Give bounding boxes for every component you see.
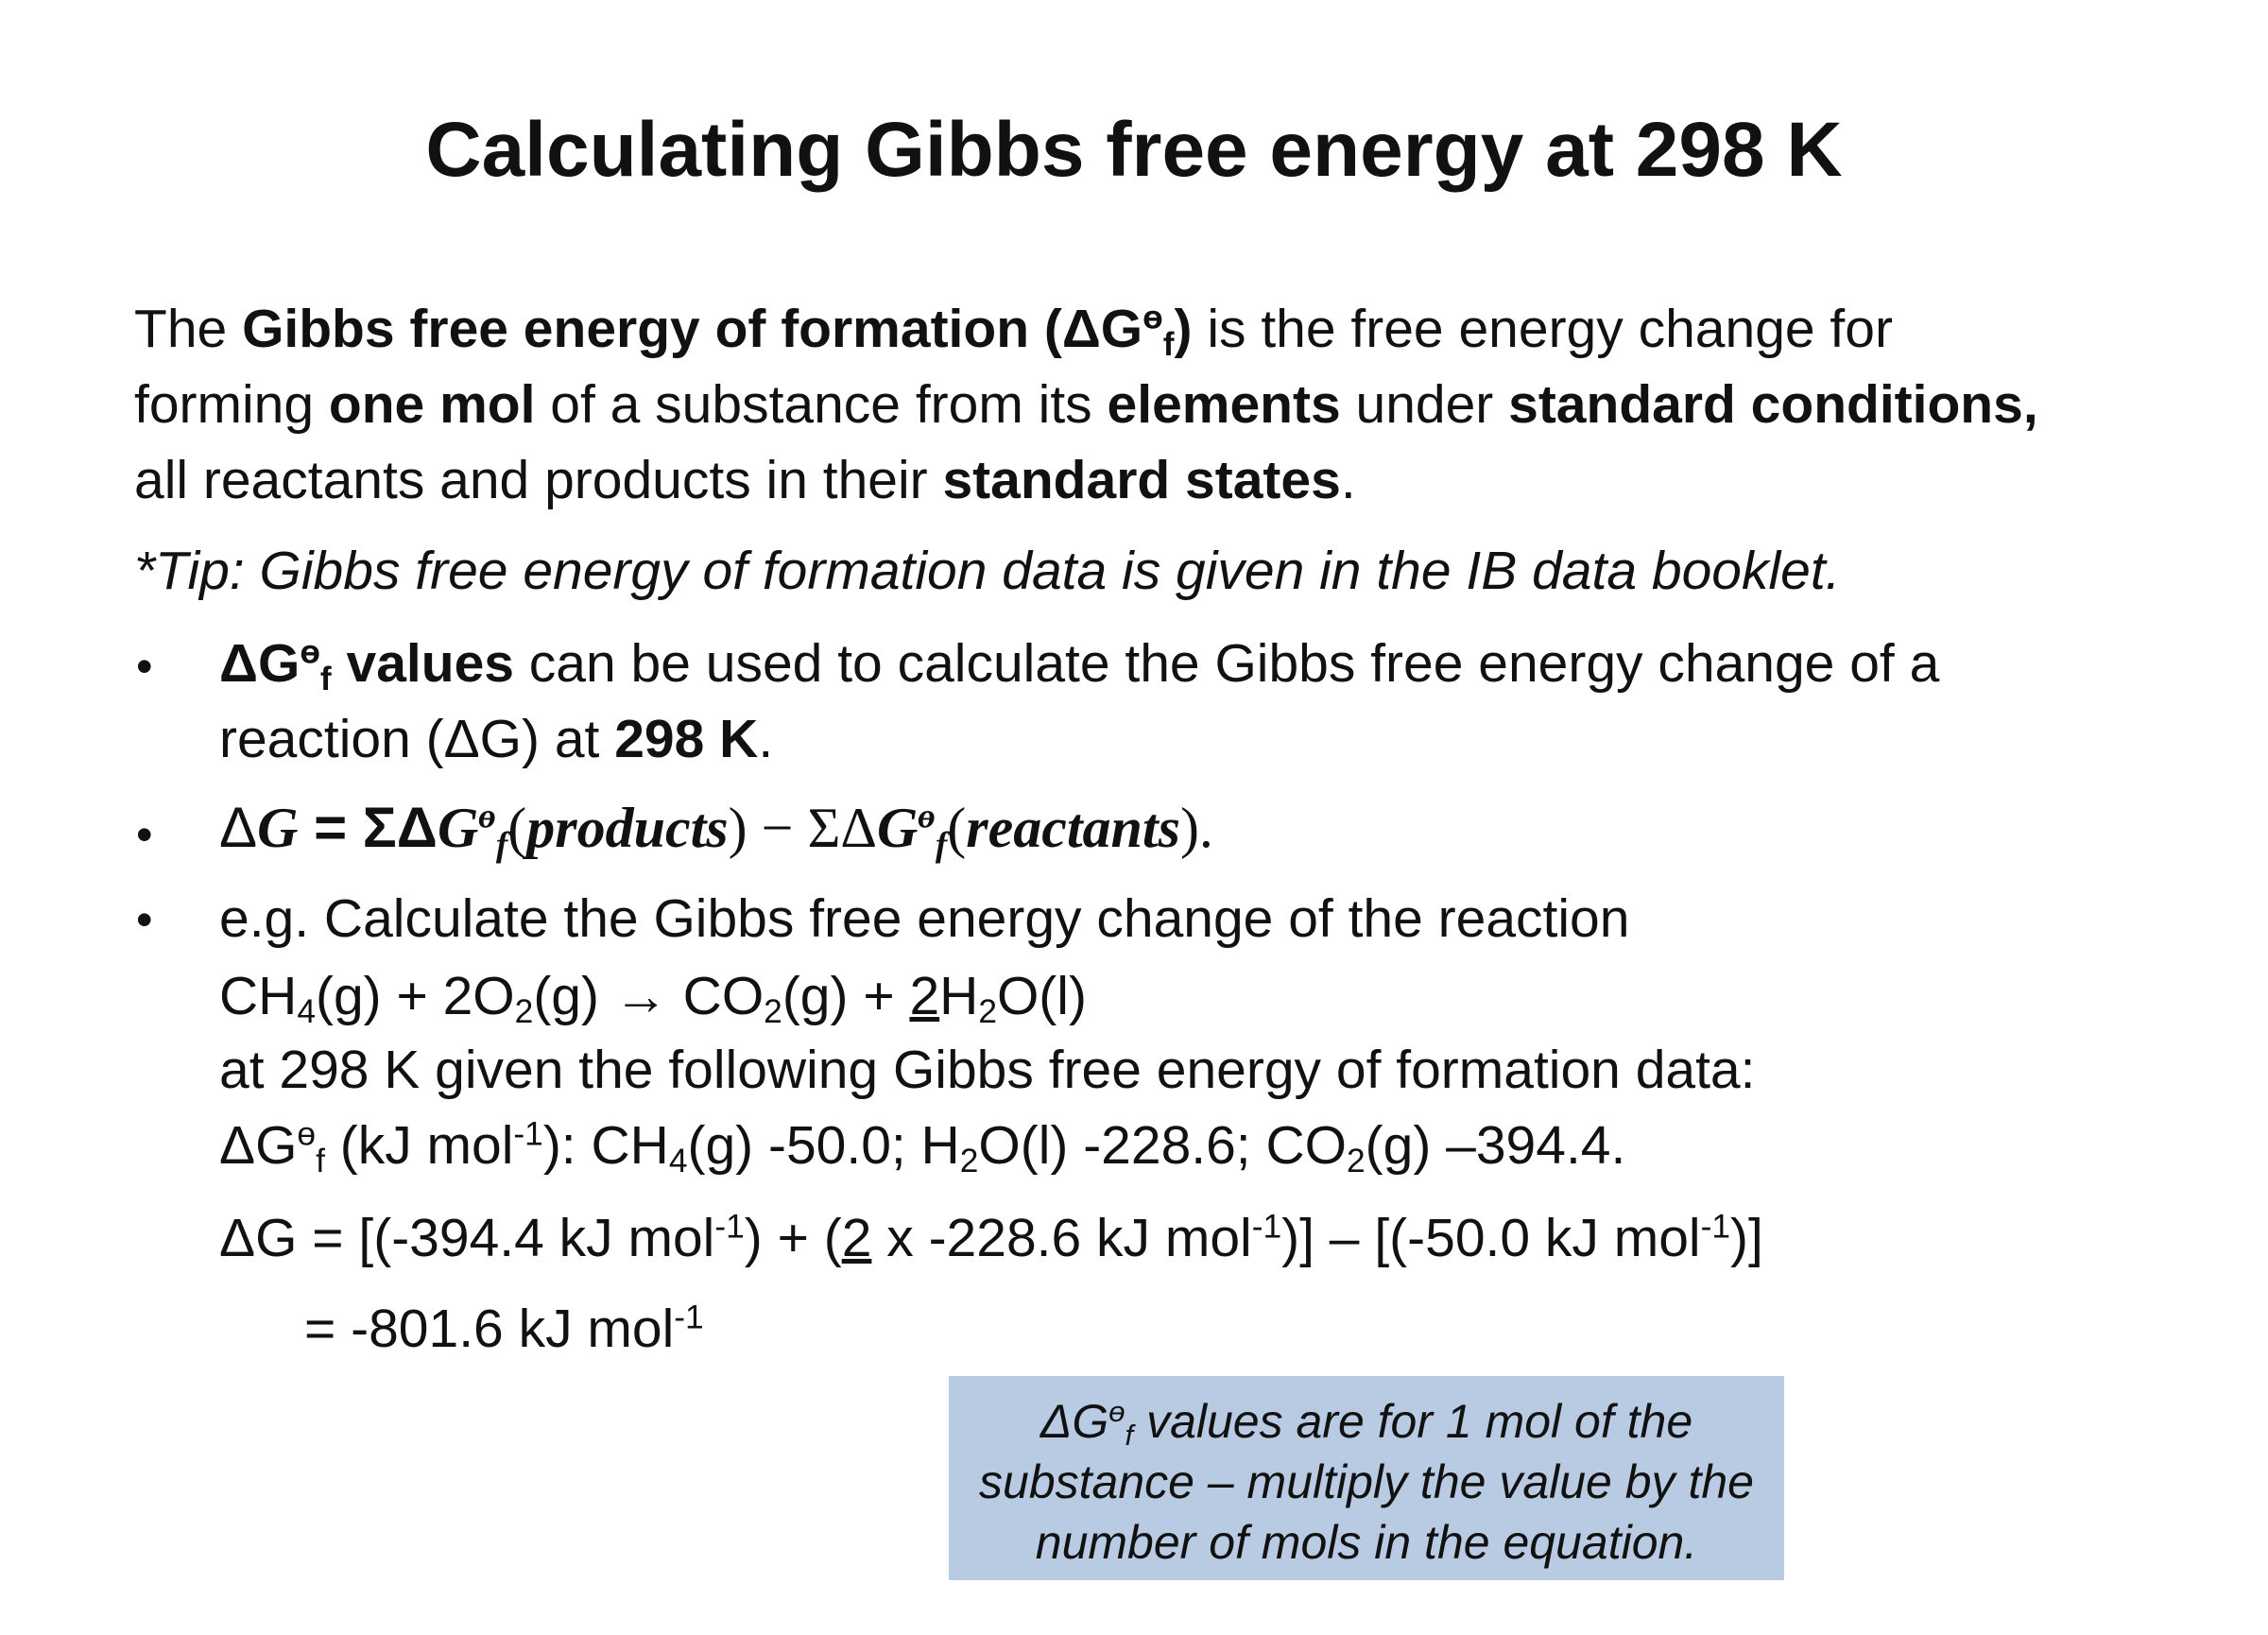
- intro-bold-text: standard conditions: [1508, 374, 2023, 435]
- intro-text: is the free energy change for: [1192, 299, 1893, 359]
- intro-term: [242, 299, 1193, 363]
- standard-symbol: ө: [918, 797, 936, 836]
- dgf-text: ΔG: [219, 633, 301, 694]
- dgf-term: [219, 633, 514, 697]
- formula-delta: Δ: [219, 796, 258, 859]
- bullet-marker: •: [136, 640, 153, 693]
- calc-part: )] – [(-50.0 kJ mol: [1281, 1208, 1701, 1268]
- formation-data: [219, 1115, 1626, 1179]
- bullet-marker: •: [136, 893, 153, 946]
- data-subscript: 2: [1346, 1142, 1366, 1179]
- unit-exponent: -1: [714, 1208, 745, 1246]
- equation-coefficient: 2: [909, 966, 940, 1026]
- example-line-1: e.g. Calculate the Gibbs free energy change of the reaction: [219, 888, 1630, 949]
- dgf-values-text: values: [331, 633, 514, 694]
- formula-paren: (: [947, 797, 967, 859]
- calculation-line: [219, 1208, 1763, 1268]
- equation-subscript: 2: [514, 992, 534, 1030]
- bullet1-line-2: [219, 709, 774, 769]
- formula-symbol: G: [437, 797, 479, 859]
- bullet1-line-1: [219, 633, 1940, 697]
- formation-subscript: f: [495, 825, 508, 865]
- bullet1-text: can be used to calculate the Gibbs free energy change of a: [513, 633, 1940, 694]
- slide-title: Calculating Gibbs free energy at 298 K: [425, 107, 1843, 193]
- intro-text: forming: [134, 374, 329, 435]
- equation-part: (g) → CO: [533, 966, 765, 1026]
- bullet-marker: •: [136, 808, 153, 861]
- data-subscript: 4: [668, 1142, 688, 1179]
- data-part: (kJ mol: [324, 1115, 514, 1176]
- equation-part: O(l): [996, 966, 1087, 1026]
- note-text: values are for 1 mol of the: [1133, 1395, 1693, 1448]
- data-part: ): CH: [542, 1115, 669, 1176]
- formation-subscript: f: [1162, 325, 1175, 363]
- gibbs-formula: [219, 796, 1213, 865]
- intro-bold-text: elements: [1107, 374, 1341, 435]
- intro-text: under: [1340, 374, 1509, 435]
- data-part: O(l) -228.6; CO: [978, 1115, 1347, 1176]
- calc-part: x -228.6 kJ mol: [871, 1208, 1252, 1268]
- formula-products: products: [526, 797, 729, 859]
- intro-bold-text: standard states: [942, 450, 1341, 510]
- intro-text: The: [134, 299, 243, 359]
- calc-part: ΔG = [(-394.4 kJ mol: [219, 1208, 715, 1268]
- note-text: ΔG: [1040, 1395, 1109, 1448]
- reaction-equation: [219, 966, 1087, 1030]
- standard-symbol: ө: [297, 1115, 317, 1153]
- intro-line-3: [134, 450, 1356, 510]
- standard-symbol: ө: [478, 797, 496, 836]
- formation-subscript: f: [935, 825, 948, 865]
- calc-part: ) + (: [744, 1208, 842, 1268]
- data-subscript: 2: [959, 1142, 979, 1179]
- equation-part: (g) + 2O: [315, 966, 515, 1026]
- intro-bold-text: ,: [2022, 374, 2038, 435]
- note-line-2: substance – multiply the value by the: [979, 1455, 1754, 1508]
- intro-line-1: [134, 299, 1893, 363]
- intro-text: of a substance from its: [535, 374, 1108, 435]
- unit-exponent: -1: [1700, 1208, 1730, 1246]
- note-line-1: [949, 1391, 1784, 1452]
- intro-bold-text: one mol: [328, 374, 536, 435]
- formula-paren: ).: [1179, 797, 1213, 859]
- formation-subscript: f: [1125, 1418, 1134, 1452]
- formula-operator: ) − ΣΔ: [728, 797, 877, 859]
- intro-term-text: Gibbs free energy of formation (ΔG: [242, 299, 1143, 359]
- standard-symbol: ө: [1143, 299, 1163, 336]
- data-part: ΔG: [219, 1115, 298, 1176]
- intro-term-close: ): [1174, 299, 1193, 359]
- note-callout: [949, 1376, 1784, 1580]
- unit-exponent: -1: [674, 1299, 704, 1336]
- formula-operator: = ΣΔ: [298, 796, 438, 859]
- formula-paren: (: [507, 797, 527, 859]
- example-line-3: at 298 K given the following Gibbs free energy of formation data:: [219, 1040, 1756, 1100]
- equation-subscript: 2: [764, 992, 782, 1030]
- result-line: [304, 1299, 704, 1359]
- equation-subscript: 4: [297, 992, 316, 1030]
- intro-line-2: [134, 374, 2038, 435]
- equation-part: CH: [219, 966, 298, 1026]
- formula-symbol: G: [876, 797, 919, 859]
- bullet1-text: reaction (ΔG) at: [219, 709, 615, 769]
- tip-text: *Tip: Gibbs free energy of formation data is given in the IB data booklet.: [134, 541, 1841, 601]
- unit-exponent: -1: [1251, 1208, 1282, 1246]
- unit-exponent: -1: [513, 1115, 543, 1153]
- calc-coefficient: 2: [841, 1208, 872, 1268]
- formation-subscript: f: [319, 660, 332, 697]
- equation-part: (g) +: [782, 966, 910, 1026]
- bullet1-bold-text: 298 K: [614, 709, 759, 769]
- note-line-3: number of mols in the equation.: [1035, 1516, 1698, 1569]
- equation-part: H: [939, 966, 979, 1026]
- bullet1-text: .: [758, 709, 774, 769]
- calc-part: )]: [1730, 1208, 1763, 1268]
- data-part: (g) –394.4.: [1365, 1115, 1626, 1176]
- equation-subscript: 2: [978, 992, 997, 1030]
- formation-subscript: f: [316, 1142, 325, 1179]
- intro-text: all reactants and products in their: [134, 450, 943, 510]
- standard-symbol: ө: [300, 633, 320, 671]
- formula-symbol: G: [257, 797, 299, 859]
- result-value: = -801.6 kJ mol: [304, 1299, 675, 1359]
- data-part: (g) -50.0; H: [687, 1115, 960, 1176]
- standard-symbol: ө: [1108, 1394, 1125, 1428]
- intro-text: .: [1340, 450, 1356, 510]
- formula-reactants: reactants: [966, 797, 1180, 859]
